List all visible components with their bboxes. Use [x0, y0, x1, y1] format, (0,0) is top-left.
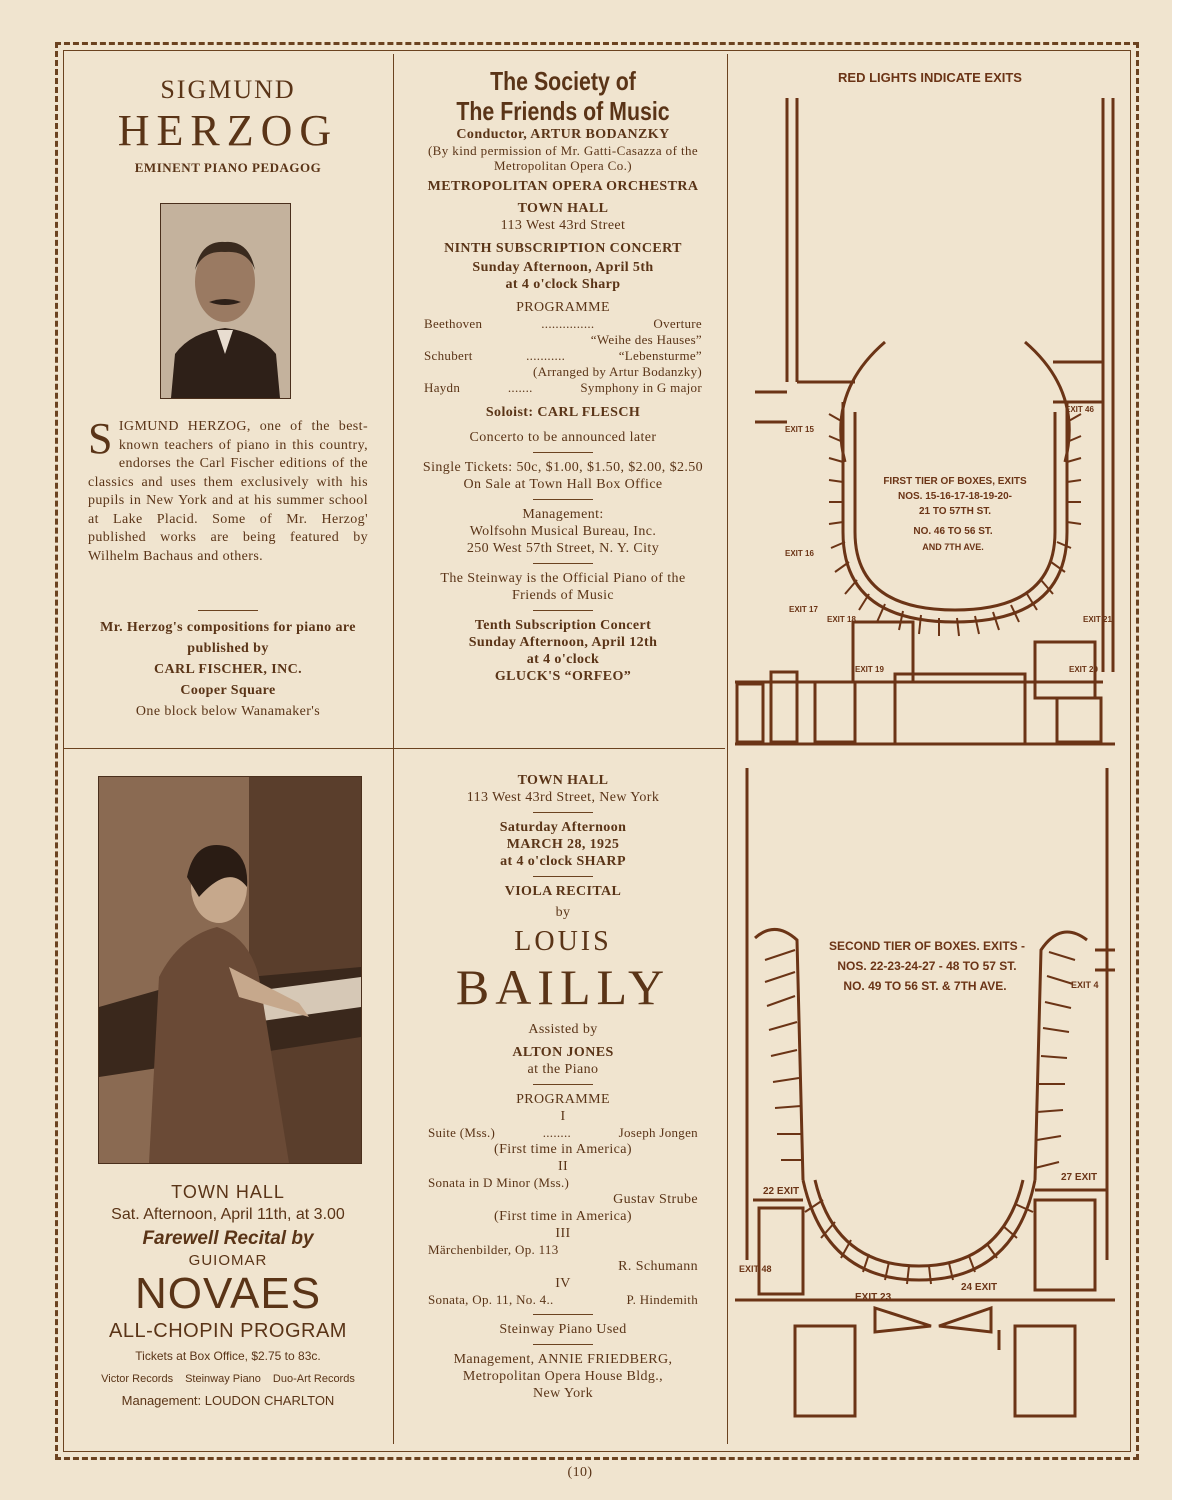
society-programme-dots: ...........	[526, 348, 566, 363]
herzog-publisher-name: CARL FISCHER, INC.	[154, 662, 302, 677]
society-programme-dots: ...............	[541, 316, 595, 331]
second-tier-plan	[735, 760, 1125, 1444]
society-programme-work: Overture	[653, 316, 702, 331]
bailly-first-name: LOUIS	[514, 926, 612, 957]
plan-exit-46: EXIT 46	[1065, 405, 1094, 414]
novaes-venue: TOWN HALL	[171, 1182, 285, 1202]
bailly-date: MARCH 28, 1925	[506, 837, 620, 852]
bailly-item-4	[418, 1292, 708, 1308]
herzog-first-name: SIGMUND	[160, 75, 296, 104]
society-programme-composer: Haydn	[424, 380, 461, 395]
bailly-item-1	[418, 1125, 708, 1158]
society-next-work: GLUCK'S “ORFEO”	[494, 669, 632, 684]
society-steinway: The Steinway is the Official Piano of the Friends of Music	[440, 571, 686, 603]
plan-top-label-2: NOS. 15-16-17-18-19-20-	[898, 491, 1012, 502]
herzog-compositions: Mr. Herzog's compositions for piano are published by	[100, 620, 356, 656]
herzog-body	[88, 414, 369, 566]
plan-exit-22: 22 EXIT	[763, 1186, 800, 1197]
bailly-management-address: Metropolitan Opera House Bldg.,	[462, 1369, 664, 1384]
society-programme-composer: Schubert	[424, 348, 473, 363]
middle-divider	[63, 748, 725, 749]
novaes-recital: Farewell Recital by	[142, 1228, 314, 1249]
plan-exit-27: 27 EXIT	[1061, 1172, 1098, 1183]
society-orchestra: METROPOLITAN OPERA ORCHESTRA	[427, 179, 699, 194]
plan-top-label-3: 21 TO 57TH ST.	[918, 506, 992, 517]
herzog-ad	[68, 74, 388, 176]
society-management-name: Wolfsohn Musical Bureau, Inc.	[469, 524, 657, 539]
society-programme-heading: PROGRAMME	[516, 300, 610, 315]
novaes-portrait-figure	[99, 777, 361, 1163]
bailly-item-3	[418, 1242, 708, 1275]
bailly-assisted: Assisted by	[528, 1022, 598, 1037]
first-tier-plan-drawing	[735, 62, 1125, 746]
herzog-subtitle: EMINENT PIANO PEDAGOG	[134, 160, 322, 175]
society-management-label: Management:	[522, 507, 604, 522]
plan-exit-4: EXIT 4	[1071, 980, 1099, 990]
society-programme-line	[424, 364, 702, 380]
society-programme-line	[424, 316, 702, 332]
bailly-item-4-composer: P. Hindemith	[626, 1292, 698, 1307]
society-programme	[418, 316, 708, 396]
bailly-item-4-work: Sonata, Op. 11, No. 4..	[428, 1292, 554, 1307]
society-next-date: Sunday Afternoon, April 12th	[468, 635, 658, 650]
plan-exit-15: EXIT 15	[785, 425, 814, 434]
bailly-steinway: Steinway Piano Used	[499, 1322, 627, 1337]
plan-bottom-label-1: SECOND TIER OF BOXES. EXITS -	[828, 939, 1026, 953]
society-title-2: The Friends of Music	[456, 96, 670, 126]
bailly-ad	[418, 772, 708, 1402]
plan-exit-21: EXIT 21	[1083, 615, 1112, 624]
plan-top-label-1: FIRST TIER OF BOXES, EXITS	[883, 476, 1027, 487]
bailly-pianist: ALTON JONES	[512, 1045, 614, 1060]
bailly-item-2	[418, 1175, 708, 1225]
page-number: (10)	[567, 1465, 593, 1480]
novaes-management-label: Management:	[121, 1393, 202, 1408]
herzog-address: Cooper Square	[180, 683, 276, 698]
novaes-tickets: Tickets at Box Office, $2.75 to 83c.	[135, 1349, 321, 1363]
society-management-address: 250 West 57th Street, N. Y. City	[466, 541, 660, 556]
bailly-section-1: I	[560, 1109, 566, 1124]
plan-exit-18: EXIT 18	[827, 615, 856, 624]
herzog-publisher	[88, 604, 368, 723]
plan-top-label-5: AND 7TH AVE.	[922, 542, 984, 552]
bailly-item-3-composer: R. Schumann	[618, 1259, 698, 1274]
bailly-item-1-note: (First time in America)	[494, 1142, 632, 1157]
bailly-venue-address: 113 West 43rd Street, New York	[466, 790, 660, 805]
society-conductor: Conductor, ARTUR BODANZKY	[456, 127, 670, 142]
society-programme-work: “Lebensturme”	[618, 348, 702, 363]
plan-exit-17: EXIT 17	[789, 605, 818, 614]
novaes-records-duo-art: Duo-Art Records	[272, 1373, 355, 1385]
plan-top-label-4: NO. 46 TO 56 ST.	[913, 526, 993, 537]
novaes-program: ALL-CHOPIN PROGRAM	[109, 1320, 347, 1342]
bailly-item-1-work: Suite (Mss.)	[428, 1125, 496, 1140]
herzog-body-text: best-known teachers of piano in this country, endorses the Carl Fischer editions of the classics and uses them exclusively with his pupils in New York and at his summer school at Lake Placid. Some of Mr. Herzog' published works are being featured by Wilhelm Bachaus and others.	[88, 419, 369, 564]
society-title-1: The Society of	[490, 66, 636, 96]
novaes-records	[68, 1368, 388, 1390]
bailly-venue: TOWN HALL	[517, 773, 609, 788]
plan-exit-48: EXIT 48	[739, 1264, 772, 1274]
society-venue-address: 113 West 43rd Street	[500, 218, 626, 233]
society-venue: TOWN HALL	[517, 201, 609, 216]
herzog-body-lead: IGMUND HERZOG, one of the	[118, 419, 330, 434]
novaes-portrait	[98, 776, 362, 1164]
society-next-time: at 4 o'clock	[526, 652, 600, 667]
bailly-management: Management, ANNIE FRIEDBERG,	[453, 1352, 673, 1367]
herzog-portrait-figure	[161, 204, 290, 398]
bailly-item-2-note: (First time in America)	[494, 1209, 632, 1224]
herzog-drop-cap: S	[88, 414, 113, 463]
herzog-last-name: HERZOG	[117, 106, 339, 155]
society-programme-work: “Weihe des Hauses”	[590, 332, 702, 347]
bailly-item-2-work: Sonata in D Minor (Mss.)	[428, 1175, 570, 1190]
novaes-records-steinway: Steinway Piano	[185, 1373, 261, 1385]
plan-exit-23: EXIT 23	[855, 1292, 892, 1303]
bailly-item-3-work: Märchenbilder, Op. 113	[428, 1242, 559, 1257]
society-permission: (By kind permission of Mr. Gatti-Casazza of the Metropolitan Opera Co.)	[427, 143, 699, 173]
herzog-location: One block below Wanamaker's	[135, 704, 321, 719]
novaes-records-victor: Victor Records	[101, 1373, 174, 1385]
society-programme-line	[424, 348, 702, 364]
plan-top-header: RED LIGHTS INDICATE EXITS	[838, 70, 1022, 85]
society-time: at 4 o'clock Sharp	[505, 277, 621, 292]
society-concerto: Concerto to be announced later	[469, 430, 657, 445]
plan-exit-24: 24 EXIT	[961, 1282, 998, 1293]
herzog-portrait	[160, 203, 291, 399]
society-programme-work: Symphony in G major	[580, 380, 702, 395]
bailly-management-city: New York	[533, 1386, 593, 1401]
plan-exit-19: EXIT 19	[855, 665, 884, 674]
plan-exit-20: EXIT 20	[1069, 665, 1098, 674]
society-programme-composer: Beethoven	[424, 316, 483, 331]
bailly-item-2-composer: Gustav Strube	[613, 1192, 698, 1207]
novaes-ad	[68, 1180, 388, 1412]
bailly-section-2: II	[557, 1159, 569, 1174]
bailly-item-1-composer: Joseph Jongen	[618, 1125, 698, 1140]
society-programme-line	[424, 380, 702, 396]
bailly-programme-heading: PROGRAMME	[516, 1092, 610, 1107]
society-next-concert: Tenth Subscription Concert	[474, 618, 652, 633]
column-divider-left	[393, 54, 394, 1444]
novaes-first-name: GUIOMAR	[188, 1252, 268, 1269]
bailly-recital: VIOLA RECITAL	[504, 884, 622, 899]
bailly-by: by	[555, 905, 571, 920]
novaes-date: Sat. Afternoon, April 11th, at 3.00	[111, 1206, 345, 1223]
column-divider-right	[727, 54, 728, 1444]
first-tier-plan	[735, 62, 1125, 746]
bailly-time: at 4 o'clock SHARP	[500, 854, 626, 869]
second-tier-plan-drawing	[735, 760, 1125, 1444]
bailly-section-3: III	[555, 1226, 571, 1241]
society-tickets: Single Tickets: 50c, $1.00, $1.50, $2.00, $2.50	[422, 460, 704, 475]
plan-bottom-label-3: NO. 49 TO 56 ST. & 7TH AVE.	[843, 979, 1007, 993]
bailly-section-4: IV	[555, 1276, 571, 1291]
novaes-management-name: LOUDON CHARLTON	[204, 1393, 335, 1408]
society-soloist: Soloist: CARL FLESCH	[485, 405, 641, 420]
society-programme-line	[424, 332, 702, 348]
society-date: Sunday Afternoon, April 5th	[472, 260, 654, 275]
bailly-item-1-dots: ........	[542, 1125, 572, 1140]
novaes-management	[68, 1390, 388, 1412]
bailly-day: Saturday Afternoon	[499, 820, 627, 835]
society-on-sale: On Sale at Town Hall Box Office	[463, 477, 663, 492]
society-concert: NINTH SUBSCRIPTION CONCERT	[444, 241, 682, 256]
bailly-last-name: BAILLY	[455, 959, 671, 1015]
plan-exit-16: EXIT 16	[785, 549, 814, 558]
society-programme-work: (Arranged by Artur Bodanzky)	[532, 364, 702, 379]
society-programme-dots: .......	[507, 380, 533, 395]
bailly-at-piano: at the Piano	[527, 1062, 599, 1077]
novaes-last-name: NOVAES	[134, 1269, 322, 1318]
society-ad	[418, 66, 708, 685]
plan-bottom-label-2: NOS. 22-23-24-27 - 48 TO 57 ST.	[837, 959, 1017, 973]
